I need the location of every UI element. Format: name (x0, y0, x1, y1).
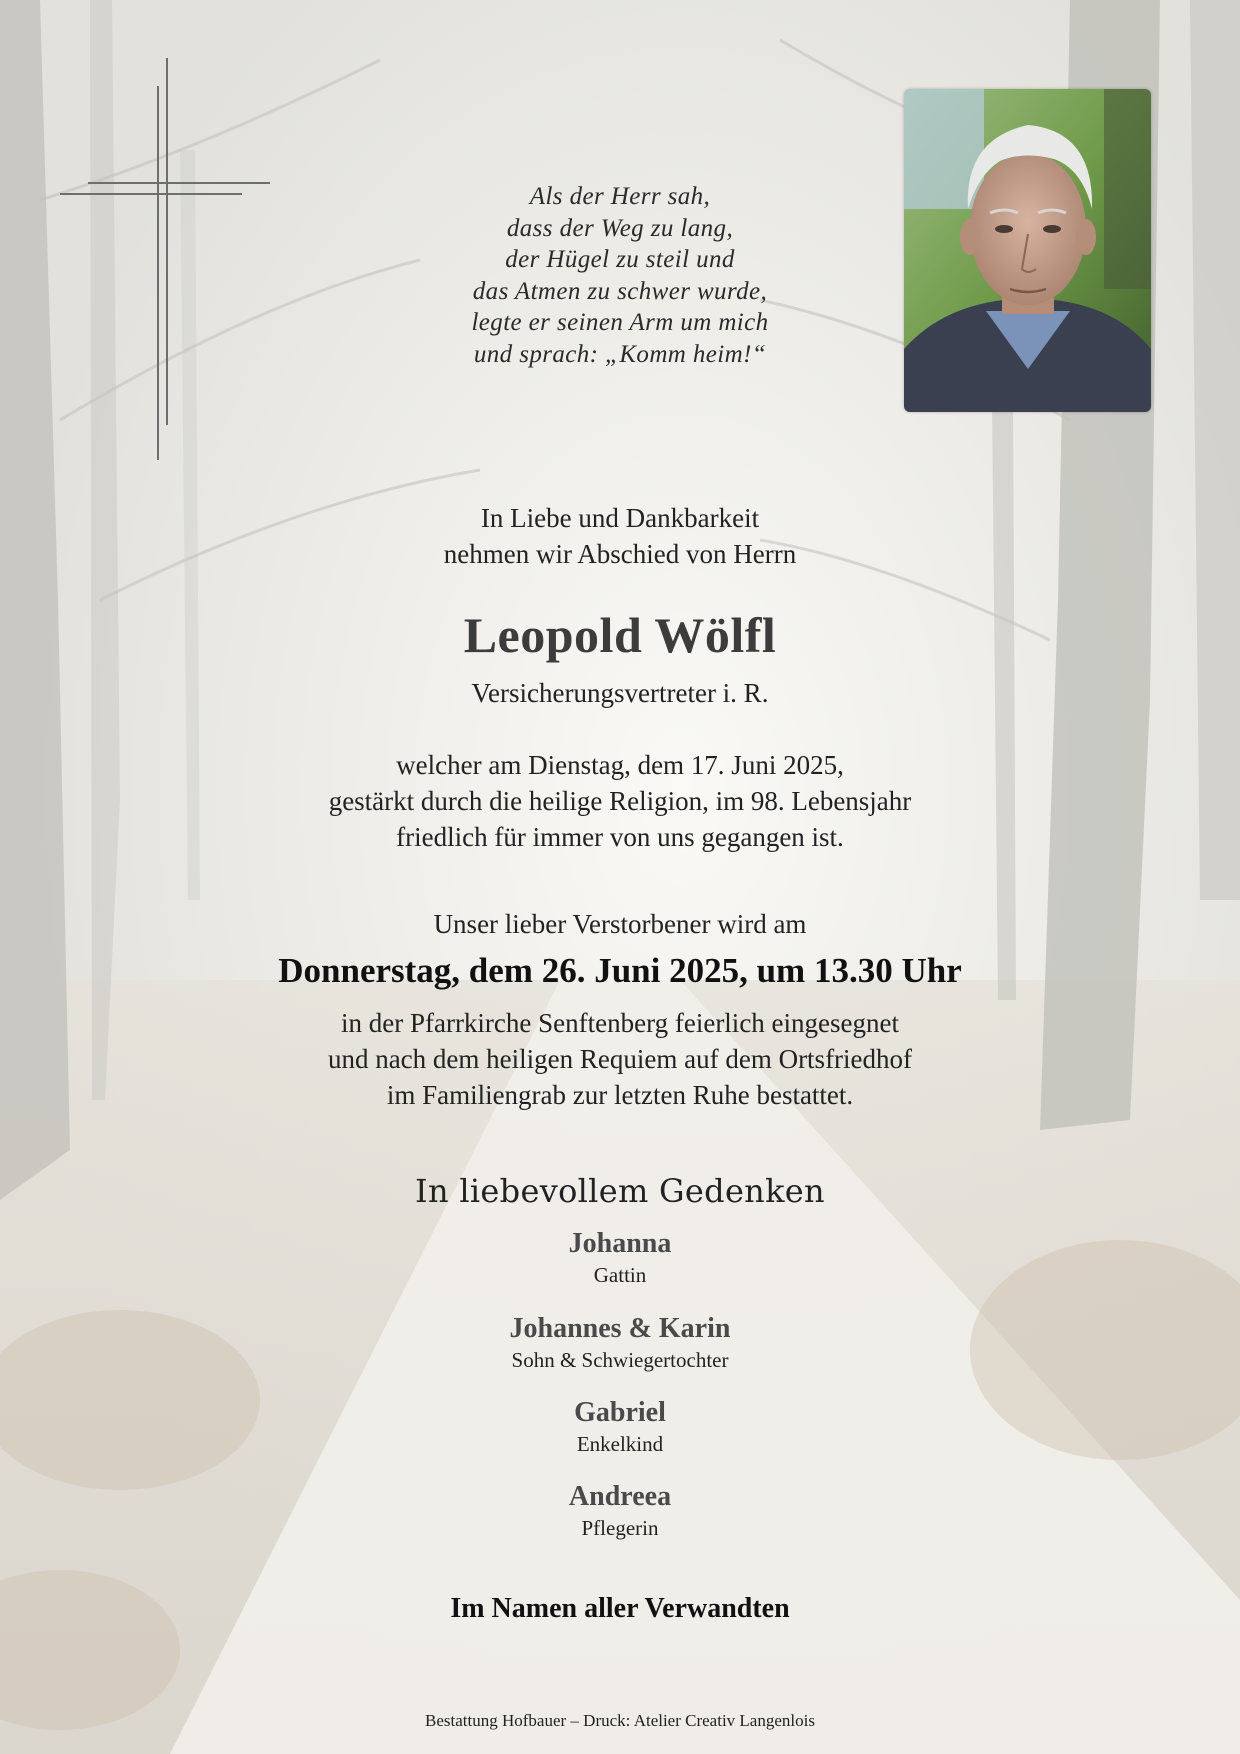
mourner-relation: Sohn & Schwiegertochter (511, 1348, 729, 1372)
mourner-entry (0, 1312, 1240, 1374)
mourner-relation: Gattin (593, 1263, 647, 1287)
poem-line: und sprach: „Komm heim!“ (473, 340, 767, 368)
closing-line: Im Namen aller Verwandten (450, 1593, 790, 1624)
memorial-heading: In liebevollem Gedenken (415, 1172, 825, 1210)
deceased-name: Leopold Wölfl (463, 607, 777, 663)
mourner-relation: Pflegerin (581, 1516, 659, 1540)
mourner-name: Gabriel (574, 1397, 666, 1428)
funeral-line: und nach dem heiligen Requiem auf dem Ortsfriedhof (327, 1044, 913, 1074)
mourner-name: Johannes & Karin (509, 1313, 731, 1344)
footer-credits: Bestattung Hofbauer – Druck: Atelier Creativ Langenlois (425, 1711, 815, 1730)
death-notice-line: welcher am Dienstag, dem 17. Juni 2025, (396, 750, 844, 780)
mourner-name: Johanna (568, 1228, 672, 1259)
mourner-entry (0, 1480, 1240, 1542)
mourner-entry (0, 1227, 1240, 1289)
death-notice (0, 747, 1240, 855)
poem-line: dass der Weg zu lang, (506, 214, 734, 242)
poem-line: Als der Herr sah, (529, 183, 711, 210)
death-notice-line: gestärkt durch die heilige Religion, im 98. Lebensjahr (328, 786, 912, 816)
farewell-intro (0, 500, 1240, 572)
poem-line: legte er seinen Arm um mich (471, 309, 769, 336)
funeral-datetime: Donnerstag, dem 26. Juni 2025, um 13.30 Uhr (278, 951, 962, 990)
intro-line: In Liebe und Dankbarkeit (480, 503, 760, 533)
funeral-details (0, 1005, 1240, 1113)
death-notice-line: friedlich für immer von uns gegangen ist. (396, 822, 844, 852)
mourner-relation: Enkelkind (576, 1432, 664, 1456)
poem-line: das Atmen zu schwer wurde, (472, 277, 768, 305)
mourner-entry (0, 1396, 1240, 1458)
funeral-line: in der Pfarrkirche Senftenberg feierlich eingesegnet (340, 1008, 899, 1038)
intro-line: nehmen wir Abschied von Herrn (443, 539, 797, 569)
deceased-occupation: Versicherungsvertreter i. R. (471, 678, 769, 708)
funeral-intro: Unser lieber Verstorbener wird am (433, 909, 807, 939)
funeral-line: im Familiengrab zur letzten Ruhe bestattet. (386, 1080, 854, 1110)
mourner-name: Andreea (568, 1481, 672, 1512)
poem (0, 181, 1240, 370)
poem-line: der Hügel zu steil und (505, 246, 735, 273)
